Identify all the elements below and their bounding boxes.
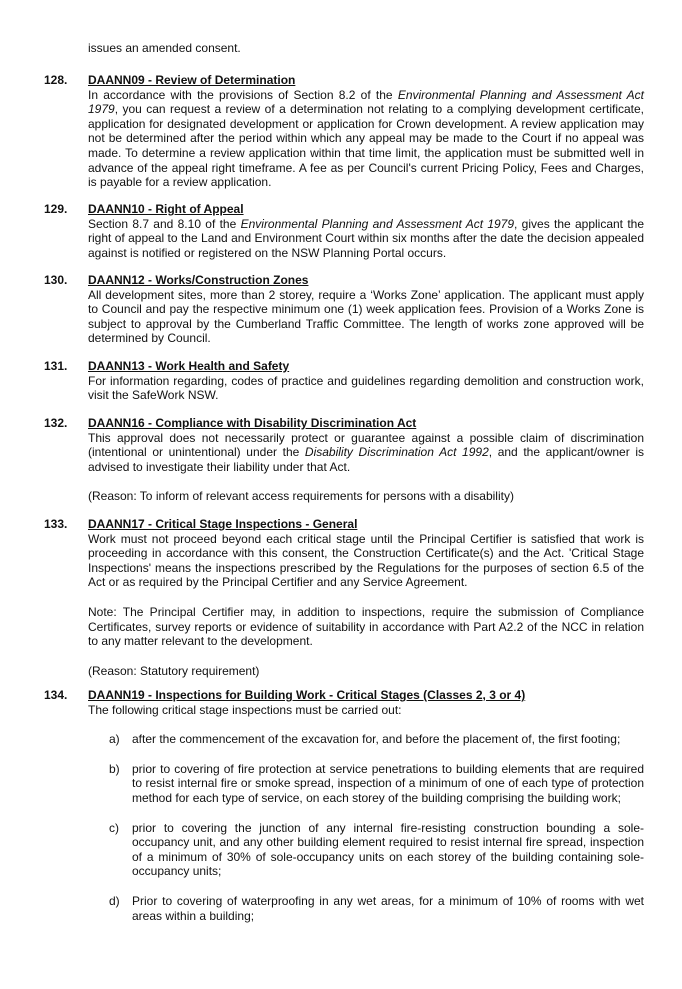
list-item <box>88 821 644 879</box>
condition-body <box>88 73 644 190</box>
condition-body <box>88 416 644 504</box>
paragraph-text: In accordance with the provisions of Section 8.2 of the <box>88 87 398 102</box>
condition-title: DAANN12 - Works/Construction Zones <box>88 273 309 287</box>
list-marker: c) <box>109 820 119 835</box>
condition-number: 129. <box>44 202 68 216</box>
paragraph-text: , you can request a review of a determination not relating to a complying development certificate, application for designated development or application for Crown development. A review application may not be determined after the period within which any appeal may be made to the Court if no appeal was made. To determine a review application within that time limit, the application must be submitted well in advance of the appeal right timeframe. A fee as per Council's current Pricing Policy, Fees and Charges, is payable for a review application. <box>88 102 644 190</box>
paragraph-text: For information regarding, codes of practice and guidelines regarding demolition and construction work, visit the SafeWork NSW. <box>88 373 644 403</box>
condition-paragraph <box>88 217 644 261</box>
paragraph-text: (Reason: Statutory requirement) <box>88 663 260 678</box>
condition-title: DAANN09 - Review of Determination <box>88 73 296 87</box>
condition-number: 134. <box>44 688 68 702</box>
condition-paragraph <box>88 532 644 590</box>
condition-paragraph <box>88 703 644 718</box>
condition-body <box>88 359 644 403</box>
condition-title: DAANN16 - Compliance with Disability Discrimination Act <box>88 416 417 430</box>
condition-paragraph <box>88 88 644 190</box>
act-title-text: Environmental Planning and Assessment Act 1979 <box>240 216 515 231</box>
list-item-text: prior to covering the junction of any internal fire-resisting construction bounding a sole-occupancy unit, and any other building element required to resist internal fire spread, inspection of a minimum of 30% of sole-occupancy units on each storey of the building containing sole-occupancy units; <box>132 820 644 879</box>
paragraph-text: The following critical stage inspections must be carried out: <box>88 702 402 717</box>
list-marker: d) <box>109 893 120 908</box>
paragraph-text: All development sites, more than 2 storey, require a ‘Works Zone’ application. The applicant must apply to Council and pay the respective minimum one (1) week application fees. Provision of a Works Zone is subject to approval by the Cumberland Traffic Committee. The length of works zone approved will be determined by Council. <box>88 287 644 346</box>
condition-paragraph <box>88 489 644 504</box>
condition-title: DAANN19 - Inspections for Building Work - Critical Stages (Classes 2, 3 or 4) <box>88 688 526 702</box>
paragraph-text: Section 8.7 and 8.10 of the <box>88 216 241 231</box>
condition-number: 130. <box>44 273 68 287</box>
condition-paragraph <box>88 664 644 679</box>
continuation-text: issues an amended consent. <box>88 41 241 55</box>
condition-number: 133. <box>44 517 68 531</box>
condition-body <box>88 202 644 260</box>
condition-title: DAANN17 - Critical Stage Inspections - General <box>88 517 358 531</box>
condition-title: DAANN10 - Right of Appeal <box>88 202 244 216</box>
condition-number: 128. <box>44 73 68 87</box>
list-item <box>88 762 644 806</box>
act-title-text: Disability Discrimination Act 1992 <box>304 445 489 460</box>
list-marker: b) <box>109 761 120 776</box>
condition-paragraph <box>88 431 644 475</box>
condition-paragraph <box>88 605 644 649</box>
list-item-text: prior to covering of fire protection at service penetrations to building elements that are required to resist internal fire or smoke spread, inspection of a minimum of one of each type of protection method for each type of service, on each storey of the building comprising the building work; <box>132 761 644 805</box>
condition-number: 131. <box>44 359 68 373</box>
paragraph-text: This approval does not necessarily protect or guarantee against a possible claim of discrimination (intentional or unintentional) under the <box>88 430 644 460</box>
paragraph-text: Work must not proceed beyond each critical stage until the Principal Certifier is satisfied that work is proceeding in accordance with this consent, the Construction Certificate(s) and the Act. 'Critical Stage Inspections' means the inspections prescribed by the Regulations for the purposes of section 6.5 of the Act or as required by the Principal Certifier and any Service Agreement. <box>88 531 644 590</box>
condition-body <box>88 688 644 923</box>
paragraph-text: (Reason: To inform of relevant access requirements for persons with a disability) <box>88 489 514 504</box>
list-item-text: after the commencement of the excavation for, and before the placement of, the first footing; <box>132 732 621 747</box>
inspection-list <box>88 732 644 923</box>
list-item-text: Prior to covering of waterproofing in any wet areas, for a minimum of 10% of rooms with wet areas within a building; <box>132 893 644 923</box>
condition-paragraph <box>88 374 644 403</box>
paragraph-text: , and the applicant/owner is advised to investigate their liability under that Act. <box>88 445 644 474</box>
condition-title: DAANN13 - Work Health and Safety <box>88 359 290 373</box>
condition-body <box>88 517 644 678</box>
list-marker: a) <box>109 732 120 747</box>
paragraph-text: Note: The Principal Certifier may, in addition to inspections, require the submission of Compliance Certificates, survey reports or evidence of suitability in accordance with Part A2.2 of the NCC in relation to any matter relevant to the development. <box>88 604 644 649</box>
act-title-text: Environmental Planning and Assessment Act 1979 <box>88 87 644 117</box>
condition-paragraph <box>88 288 644 346</box>
list-item <box>88 894 644 923</box>
paragraph-text: , gives the applicant the right of appeal to the Land and Environment Court within six months after the date the decision appealed against is notified or registered on the NSW Planning Portal occurs. <box>88 216 644 260</box>
condition-number: 132. <box>44 416 68 430</box>
list-item <box>88 732 644 747</box>
condition-body <box>88 273 644 346</box>
